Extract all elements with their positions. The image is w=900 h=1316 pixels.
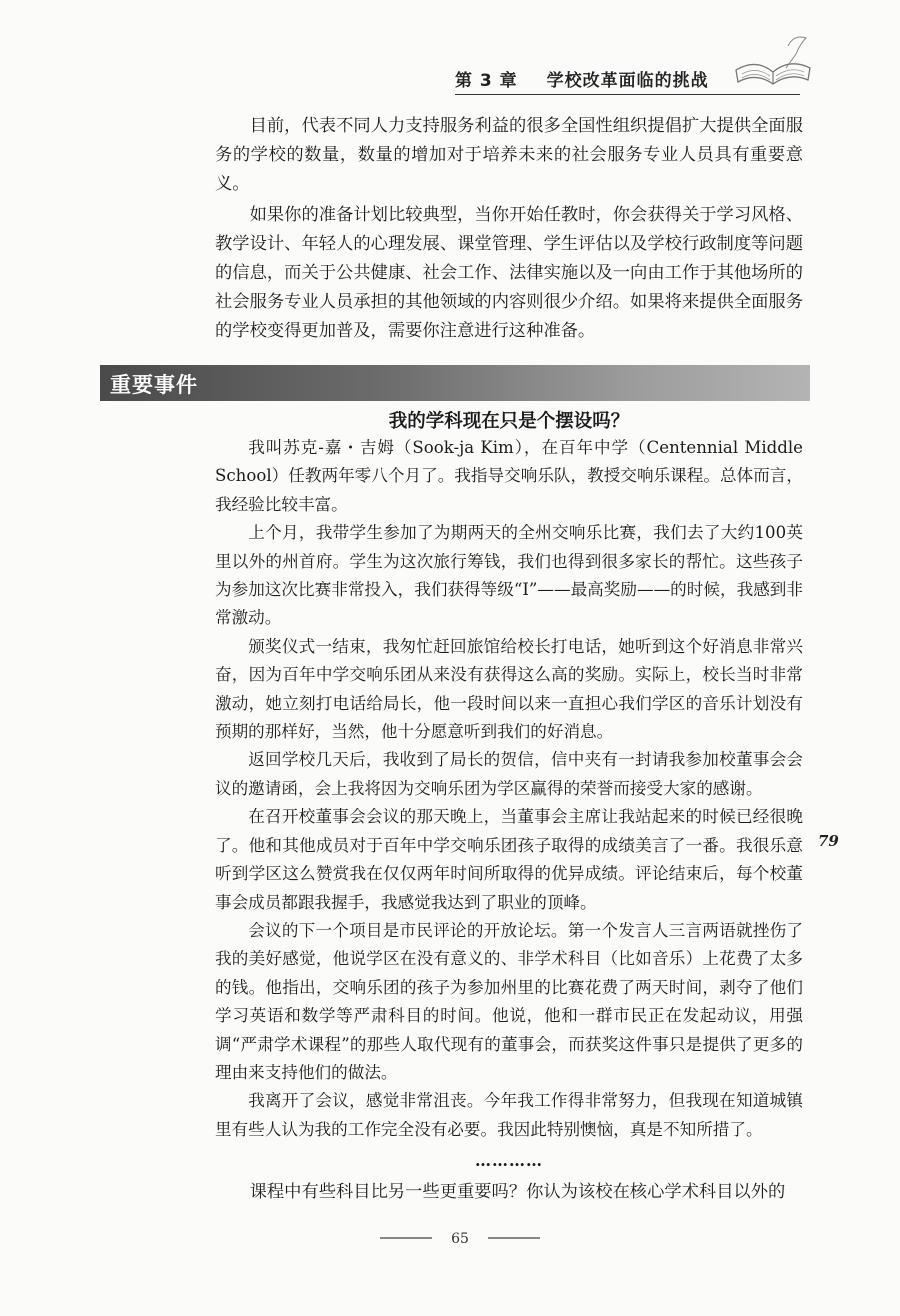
paragraph: 返回学校几天后，我收到了局长的贺信，信中夹有一封请我参加校董事会会议的邀请函，会上我将因为交响乐团为学区赢得的荣誉而接受大家的感谢。 <box>215 750 803 798</box>
paragraph: 如果你的准备计划比较典型，当你开始任教时，你会获得关于学习风格、教学设计、年轻人的心理发展、课堂管理、学生评估以及学校行政制度等问题的信息，而关于公共健康、社会工作、法律实施以及一向由工作于其他场所的社会服务专业人员承担的其他领域的内容则很少介绍。如果将来提供全面服务的学校变得更加普及，需要你注意进行这种准备。 <box>215 205 803 341</box>
running-header <box>455 66 709 91</box>
paragraph: 上个月，我带学生参加了为期两天的全州交响乐比赛，我们去了大约100英里以外的州首府。学生为这次旅行筹钱，我们也得到很多家长的帮忙。这些孩子为参加这次比赛非常投入，我们获得等级“I”——最高奖励——的时候，我感到非常激动。 <box>215 523 803 628</box>
intro-text <box>215 112 803 348</box>
open-book-icon <box>728 28 818 98</box>
paragraph: 课程中有些科目比另一些更重要吗？你认为该校在核心学术科目以外的 <box>249 1182 786 1202</box>
story-title: 我的学科现在只是个摆设吗？ <box>388 411 630 432</box>
paragraph: 我叫苏克-嘉・吉姆（Sook-ja Kim），在百年中学（Centennial Middle School）任教两年零八个月了。我指导交响乐队，教授交响乐课程。总体而言，我经验比较丰富。 <box>215 438 803 514</box>
page-footer <box>380 1228 540 1248</box>
paragraph: 会议的下一个项目是市民评论的开放论坛。第一个发言人三言两语就挫伤了我的美好感觉，他说学区在没有意义的、非学术科目（比如音乐）上花费了太多的钱。他指出，交响乐团的孩子为参加州里的比赛花费了两天时间，剥夺了他们学习英语和数学等严肃科目的时间。他说，他和一群市民正在发起动议，用强调“严肃学术课程”的那些人取代现有的董事会，而获奖这件事只是提供了更多的理由来支持他们的做法。 <box>215 920 803 1082</box>
footer-rule-right <box>488 1237 540 1239</box>
paragraph: 在召开校董事会会议的那天晚上，当董事会主席让我站起来的时候已经很晚了。他和其他成员对于百年中学交响乐团孩子取得的成绩美言了一番。我很乐意听到学区这么赞赏我在仅仅两年时间所取得的优异成绩。评论结束后，每个校董事会成员都跟我握手，我感觉我达到了职业的顶峰。 <box>215 807 803 912</box>
chapter-title: 学校改革面临的挑战 <box>546 71 709 91</box>
paragraph: 我离开了会议，感觉非常沮丧。今年我工作得非常努力，但我现在知道城镇里有些人认为我的工作完全没有必要。我因此特别懊恼，真是不知所措了。 <box>215 1091 803 1139</box>
page-number: 65 <box>451 1231 469 1247</box>
discussion-question <box>215 1178 803 1207</box>
section-banner <box>100 365 810 401</box>
chapter-number: 第 3 章 <box>455 71 518 91</box>
footer-rule-left <box>380 1237 432 1239</box>
header-rule <box>455 94 800 95</box>
paragraph: 颁奖仪式一结束，我匆忙赶回旅馆给校长打电话，她听到这个好消息非常兴奋，因为百年中学交响乐团从来没有获得这么高的奖励。实际上，校长当时非常激动，她立刻打电话给局长，他一段时间以来一直担心我们学区的音乐计划没有预期的那样好，当然，他十分愿意听到我们的好消息。 <box>215 636 803 742</box>
section-separator: ………… <box>475 1151 543 1170</box>
story-text <box>215 434 803 1144</box>
margin-page-number: 79 <box>818 832 839 850</box>
section-banner-label: 重要事件 <box>110 373 198 397</box>
paragraph: 目前，代表不同人力支持服务利益的很多全国性组织提倡扩大提供全面服务的学校的数量，数量的增加对于培养未来的社会服务专业人员具有重要意义。 <box>215 116 803 194</box>
